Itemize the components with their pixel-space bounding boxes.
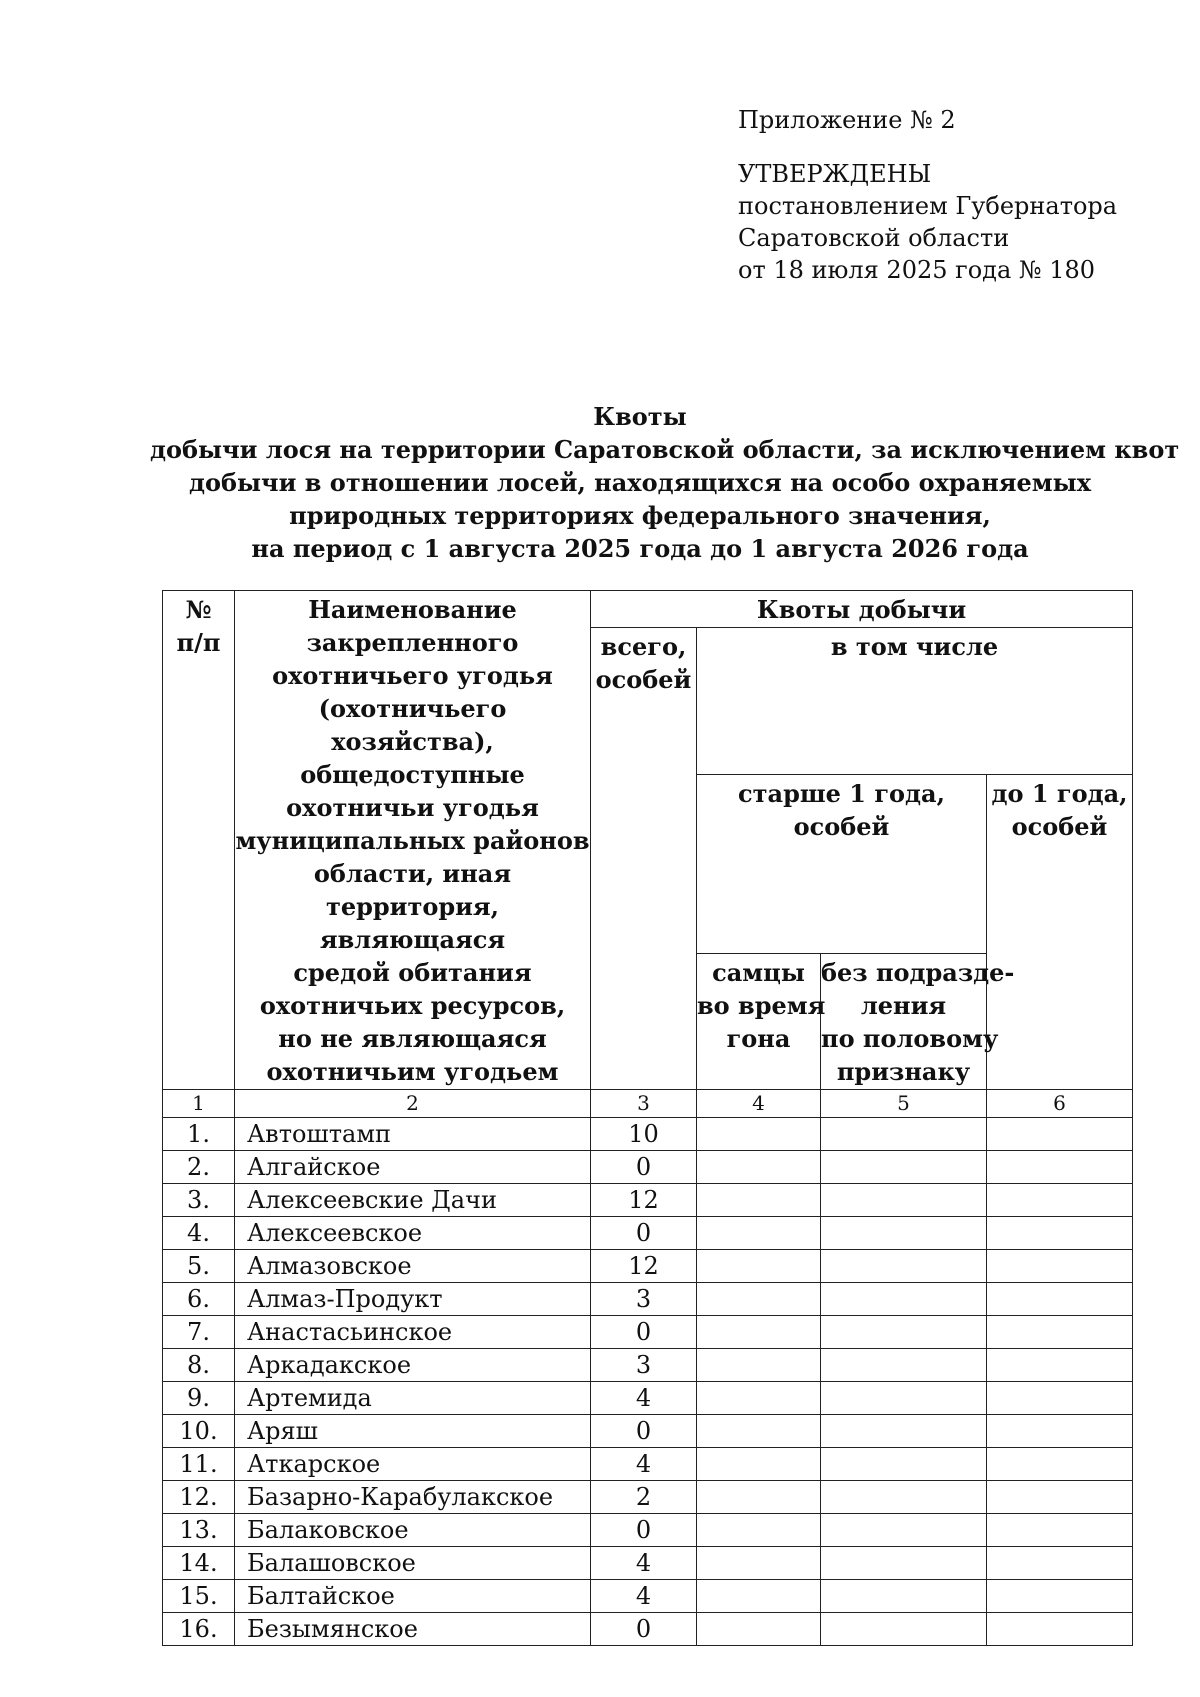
quota-total: 3 — [591, 1283, 697, 1316]
quota-no-sex-division — [821, 1613, 987, 1646]
hunting-ground-name: Алгайское — [235, 1151, 591, 1184]
row-number: 6. — [163, 1283, 235, 1316]
title-line: Квоты — [593, 402, 687, 431]
quota-males-rut — [697, 1382, 821, 1415]
row-number: 16. — [163, 1613, 235, 1646]
title-line: добычи в отношении лосей, находящихся на особо охраняемых — [188, 468, 1092, 497]
row-number: 12. — [163, 1481, 235, 1514]
hunting-ground-name: Аркадакское — [235, 1349, 591, 1382]
quota-under-one-year — [987, 1580, 1133, 1613]
header-older: старше 1 года, особей — [697, 774, 987, 954]
row-number: 13. — [163, 1514, 235, 1547]
quota-males-rut — [697, 1613, 821, 1646]
quota-under-one-year — [987, 1283, 1133, 1316]
quota-no-sex-division — [821, 1415, 987, 1448]
quota-total: 4 — [591, 1382, 697, 1415]
column-number: 3 — [591, 1090, 697, 1118]
row-number: 7. — [163, 1316, 235, 1349]
quota-under-one-year — [987, 1382, 1133, 1415]
approval-date-line: от 18 июля 2025 года № 180 — [738, 256, 1096, 284]
table-row — [163, 1316, 1133, 1349]
hunting-ground-name: Автоштамп — [235, 1118, 591, 1151]
title-line: на период с 1 августа 2025 года до 1 августа 2026 года — [251, 534, 1029, 563]
quota-no-sex-division — [821, 1448, 987, 1481]
table-row — [163, 1448, 1133, 1481]
quota-males-rut — [697, 1217, 821, 1250]
quota-males-rut — [697, 1547, 821, 1580]
table-row — [163, 1184, 1133, 1217]
approval-block — [738, 104, 1158, 286]
quota-table — [162, 590, 1133, 1646]
row-number: 14. — [163, 1547, 235, 1580]
quota-under-one-year — [987, 1481, 1133, 1514]
row-number: 15. — [163, 1580, 235, 1613]
table-row — [163, 1349, 1133, 1382]
table-row — [163, 1481, 1133, 1514]
quota-total: 4 — [591, 1547, 697, 1580]
quota-under-one-year — [987, 1118, 1133, 1151]
approval-line: постановлением Губернатора — [738, 192, 1118, 220]
quota-no-sex-division — [821, 1481, 987, 1514]
row-number: 8. — [163, 1349, 235, 1382]
quota-under-one-year — [987, 1250, 1133, 1283]
hunting-ground-name: Балаковское — [235, 1514, 591, 1547]
quota-total: 12 — [591, 1250, 697, 1283]
title-line: добычи лося на территории Саратовской области, за исключением квот — [150, 435, 1180, 464]
quota-males-rut — [697, 1316, 821, 1349]
row-number: 2. — [163, 1151, 235, 1184]
row-number: 10. — [163, 1415, 235, 1448]
column-number: 4 — [697, 1090, 821, 1118]
quota-no-sex-division — [821, 1283, 987, 1316]
row-number: 1. — [163, 1118, 235, 1151]
quota-total: 0 — [591, 1613, 697, 1646]
document-title — [150, 400, 1180, 565]
quota-males-rut — [697, 1283, 821, 1316]
quota-under-one-year — [987, 1547, 1133, 1580]
row-number: 5. — [163, 1250, 235, 1283]
quota-no-sex-division — [821, 1118, 987, 1151]
quota-under-one-year — [987, 1151, 1133, 1184]
hunting-ground-name: Безымянское — [235, 1613, 591, 1646]
quota-no-sex-division — [821, 1316, 987, 1349]
table-row — [163, 1283, 1133, 1316]
column-number: 5 — [821, 1090, 987, 1118]
hunting-ground-name: Аткарское — [235, 1448, 591, 1481]
hunting-ground-name: Алексеевские Дачи — [235, 1184, 591, 1217]
header-name: Наименование закрепленного охотничьего угодья (охотничьего хозяйства), общедоступные охотничьи угодья муниципальных районов области, иная территория, являющаяся средой обитания охотничьих ресурсов, но не являющаяся охотничьим угодьем — [235, 591, 591, 1090]
quota-males-rut — [697, 1250, 821, 1283]
quota-no-sex-division — [821, 1580, 987, 1613]
hunting-ground-name: Алмаз-Продукт — [235, 1283, 591, 1316]
quota-males-rut — [697, 1415, 821, 1448]
quota-under-one-year — [987, 1448, 1133, 1481]
hunting-ground-name: Анастасьинское — [235, 1316, 591, 1349]
quota-no-sex-division — [821, 1184, 987, 1217]
header-no-sex-division: без подразде- ления по половому признаку — [821, 954, 987, 1090]
header-including: в том числе — [697, 628, 1133, 775]
column-number: 2 — [235, 1090, 591, 1118]
hunting-ground-name: Базарно-Карабулакское — [235, 1481, 591, 1514]
quota-total: 0 — [591, 1316, 697, 1349]
approval-line: Саратовской области — [738, 224, 1010, 252]
header-quota: Квоты добычи — [591, 591, 1133, 628]
quota-males-rut — [697, 1481, 821, 1514]
quota-males-rut — [697, 1151, 821, 1184]
quota-total: 0 — [591, 1514, 697, 1547]
column-number: 1 — [163, 1090, 235, 1118]
quota-under-one-year — [987, 1184, 1133, 1217]
quota-total: 3 — [591, 1349, 697, 1382]
quota-no-sex-division — [821, 1547, 987, 1580]
quota-under-one-year — [987, 1316, 1133, 1349]
quota-total: 10 — [591, 1118, 697, 1151]
hunting-ground-name: Аряш — [235, 1415, 591, 1448]
quota-males-rut — [697, 1349, 821, 1382]
table-row — [163, 1250, 1133, 1283]
table-row — [163, 1514, 1133, 1547]
row-number: 4. — [163, 1217, 235, 1250]
title-line: природных территориях федерального значения, — [289, 501, 991, 530]
table-row — [163, 1613, 1133, 1646]
table-row — [163, 1580, 1133, 1613]
header-num: № п/п — [163, 591, 235, 1090]
quota-total: 0 — [591, 1415, 697, 1448]
approved-label: УТВЕРЖДЕНЫ — [738, 160, 932, 188]
quota-total: 0 — [591, 1151, 697, 1184]
quota-no-sex-division — [821, 1151, 987, 1184]
hunting-ground-name: Балтайское — [235, 1580, 591, 1613]
quota-males-rut — [697, 1184, 821, 1217]
hunting-ground-name: Балашовское — [235, 1547, 591, 1580]
header-under-one-year: до 1 года, особей — [987, 774, 1133, 1090]
hunting-ground-name: Алексеевское — [235, 1217, 591, 1250]
quota-under-one-year — [987, 1349, 1133, 1382]
header-males-rut: самцы во время гона — [697, 954, 821, 1090]
quota-no-sex-division — [821, 1514, 987, 1547]
quota-under-one-year — [987, 1415, 1133, 1448]
table-row — [163, 1151, 1133, 1184]
quota-males-rut — [697, 1580, 821, 1613]
row-number: 11. — [163, 1448, 235, 1481]
column-number: 6 — [987, 1090, 1133, 1118]
quota-total: 4 — [591, 1448, 697, 1481]
row-number: 9. — [163, 1382, 235, 1415]
table-row — [163, 1382, 1133, 1415]
quota-total: 4 — [591, 1580, 697, 1613]
quota-total: 0 — [591, 1217, 697, 1250]
column-number-row — [163, 1090, 1133, 1118]
hunting-ground-name: Артемида — [235, 1382, 591, 1415]
header-total: всего, особей — [591, 628, 697, 1090]
quota-total: 2 — [591, 1481, 697, 1514]
quota-males-rut — [697, 1448, 821, 1481]
hunting-ground-name: Алмазовское — [235, 1250, 591, 1283]
row-number: 3. — [163, 1184, 235, 1217]
quota-under-one-year — [987, 1613, 1133, 1646]
quota-males-rut — [697, 1118, 821, 1151]
quota-no-sex-division — [821, 1217, 987, 1250]
table-row — [163, 1217, 1133, 1250]
quota-no-sex-division — [821, 1250, 987, 1283]
quota-total: 12 — [591, 1184, 697, 1217]
appendix-label: Приложение № 2 — [738, 106, 956, 134]
quota-under-one-year — [987, 1514, 1133, 1547]
quota-males-rut — [697, 1514, 821, 1547]
quota-no-sex-division — [821, 1349, 987, 1382]
table-row — [163, 1415, 1133, 1448]
quota-no-sex-division — [821, 1382, 987, 1415]
table-row — [163, 1547, 1133, 1580]
table-row — [163, 1118, 1133, 1151]
quota-under-one-year — [987, 1217, 1133, 1250]
